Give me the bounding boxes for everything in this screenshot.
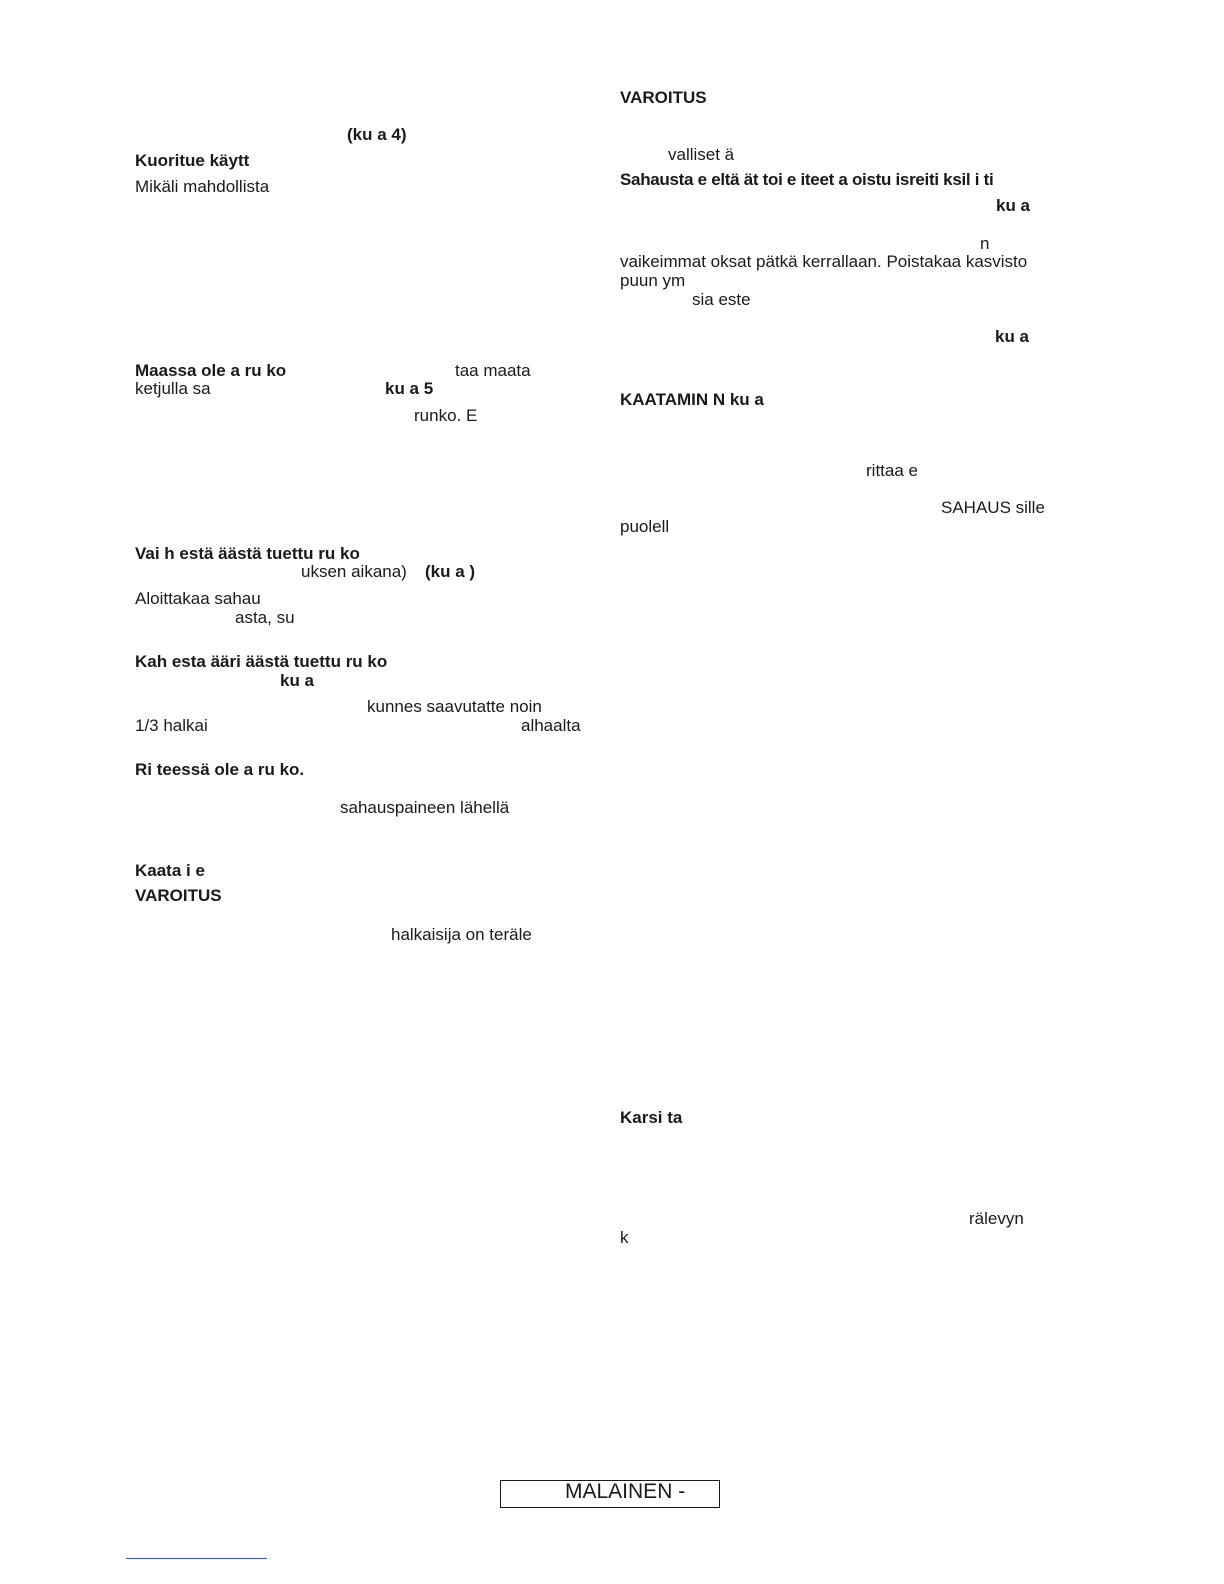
paragraph-text: runko. E	[414, 406, 478, 425]
paragraph-text: kunnes saavutatte noin	[367, 697, 542, 716]
paragraph-text: 1/3 halkai	[135, 716, 208, 735]
section-heading: Vai h estä äästä tuettu ru ko	[135, 544, 360, 563]
paragraph-text: asta, su	[235, 608, 295, 627]
paragraph-text: alhaalta	[521, 716, 581, 735]
paragraph-text: vaikeimmat oksat pätkä kerrallaan. Poistakaa kasvisto	[620, 252, 1028, 271]
section-heading: Kah esta ääri äästä tuettu ru ko	[135, 652, 388, 671]
figure-reference: ku a	[996, 196, 1031, 215]
figure-reference: ku a	[995, 327, 1030, 346]
paragraph-text: rittaa e	[866, 461, 918, 480]
footnote-separator-line	[126, 1558, 267, 1559]
warning-label: VAROITUS	[620, 88, 707, 107]
paragraph-text: uksen aikana)	[301, 562, 407, 581]
section-heading: KAATAMIN N ku a	[620, 390, 764, 409]
paragraph-text: halkaisija on teräle	[391, 925, 532, 944]
paragraph-text: Mikäli mahdollista	[135, 177, 270, 196]
paragraph-text: ketjulla sa	[135, 379, 211, 398]
paragraph-text: k	[620, 1228, 629, 1247]
paragraph-text: SAHAUS sille	[941, 498, 1045, 517]
paragraph-text: valliset ä	[668, 145, 735, 164]
section-heading: Ri teessä ole a ru ko.	[135, 760, 305, 779]
paragraph-text: Aloittakaa sahau	[135, 589, 261, 608]
paragraph-text: sia este	[692, 290, 751, 309]
section-heading: Sahausta e eltä ät toi e iteet a oistu isreiti ksil i ti	[620, 170, 994, 189]
paragraph-text: taa maata	[455, 361, 531, 380]
figure-reference: ku a 5	[385, 379, 434, 398]
section-heading: Karsi ta	[620, 1108, 683, 1127]
paragraph-text: rälevyn	[969, 1209, 1024, 1228]
paragraph-text: sahauspaineen lähellä	[340, 798, 510, 817]
paragraph-text: puun ym	[620, 271, 686, 290]
warning-label: VAROITUS	[135, 886, 222, 905]
figure-reference: ku a	[280, 671, 315, 690]
section-heading: Maassa ole a ru ko	[135, 361, 287, 380]
section-heading: Kuoritue käytt	[135, 151, 250, 170]
paragraph-text: n	[980, 234, 990, 253]
footer-label: MALAINEN -	[565, 1480, 686, 1503]
paragraph-text: puolell	[620, 517, 670, 536]
figure-reference: (ku a 4)	[347, 125, 407, 144]
section-heading: Kaata i e	[135, 861, 205, 880]
figure-reference: (ku a )	[425, 562, 476, 581]
